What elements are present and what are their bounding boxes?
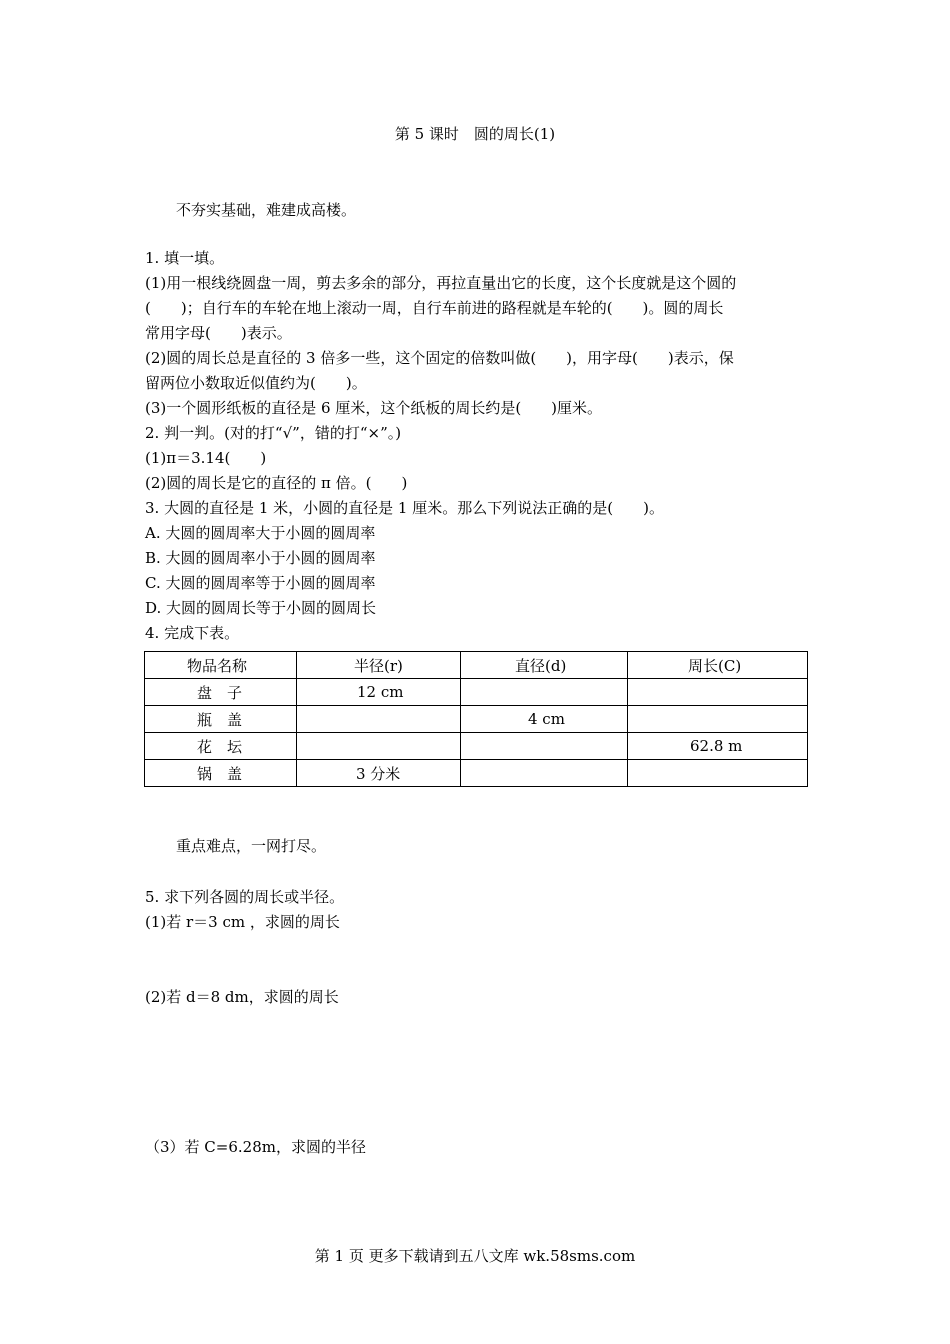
q3-heading: 3. 大圆的直径是 1 米，小圆的直径是 1 厘米。那么下列说法正确的是( )。 bbox=[145, 499, 664, 517]
q5-p1: (1)若 r＝3 cm ，求圆的周长 bbox=[145, 913, 340, 931]
q2-p1: (1)π＝3.14( ) bbox=[145, 449, 267, 467]
q3-option-d: D. 大圆的圆周长等于小圆的圆周长 bbox=[145, 599, 377, 617]
table-cell bbox=[461, 733, 628, 760]
q3-option-a: A. 大圆的圆周率大于小圆的圆周率 bbox=[145, 524, 376, 542]
table-cell: 3 分米 bbox=[297, 760, 461, 787]
table-header-cell: 物品名称 bbox=[145, 652, 297, 679]
table-cell: 锅 盖 bbox=[145, 760, 297, 787]
table-cell bbox=[461, 679, 628, 706]
q5-p2: (2)若 d＝8 dm，求圆的周长 bbox=[145, 988, 339, 1006]
table-cell bbox=[628, 706, 808, 733]
table-header-cell: 直径(d) bbox=[461, 652, 628, 679]
table-cell: 4 cm bbox=[461, 706, 628, 733]
q5-p3: （3）若 C=6.28m，求圆的半径 bbox=[145, 1138, 366, 1156]
table-row bbox=[145, 706, 808, 733]
table-header-cell: 半径(r) bbox=[297, 652, 461, 679]
q1-p1-line1: (1)用一根线绕圆盘一周，剪去多余的部分，再拉直量出它的长度，这个长度就是这个圆的 bbox=[145, 274, 737, 292]
q3-option-c: C. 大圆的圆周率等于小圆的圆周率 bbox=[145, 574, 376, 592]
table-cell: 12 cm bbox=[297, 679, 461, 706]
table-cell: 62.8 m bbox=[628, 733, 808, 760]
q3-option-b: B. 大圆的圆周率小于小圆的圆周率 bbox=[145, 549, 376, 567]
table-header-cell: 周长(C) bbox=[628, 652, 808, 679]
q1-heading: 1. 填一填。 bbox=[145, 249, 225, 267]
table-cell: 瓶 盖 bbox=[145, 706, 297, 733]
q4-heading: 4. 完成下表。 bbox=[145, 624, 240, 642]
q1-p3: (3)一个圆形纸板的直径是 6 厘米，这个纸板的周长约是( )厘米。 bbox=[145, 399, 603, 417]
table-cell bbox=[297, 733, 461, 760]
q1-p2-line1: (2)圆的周长总是直径的 3 倍多一些，这个固定的倍数叫做( )，用字母( )表示，保 bbox=[145, 349, 734, 367]
table-cell: 盘 子 bbox=[145, 679, 297, 706]
q1-p2-line2: 留两位小数取近似值约为( )。 bbox=[145, 374, 367, 392]
q1-p1-line2: ( )；自行车的车轮在地上滚动一周，自行车前进的路程就是车轮的( )。圆的周长 bbox=[145, 299, 724, 317]
table-cell bbox=[297, 706, 461, 733]
table-cell bbox=[628, 679, 808, 706]
page-title: 第 5 课时 圆的周长(1) bbox=[394, 125, 556, 143]
table-row bbox=[145, 760, 808, 787]
table-header-row bbox=[145, 652, 808, 679]
table-cell bbox=[628, 760, 808, 787]
table-row bbox=[145, 679, 808, 706]
motto-foundation: 不夯实基础，难建成高楼。 bbox=[176, 201, 357, 219]
q1-p1-line3: 常用字母( )表示。 bbox=[145, 324, 292, 342]
motto-key-points: 重点难点，一网打尽。 bbox=[176, 837, 327, 855]
page-footer: 第 1 页 更多下载请到五八文库 wk.58sms.com bbox=[314, 1247, 636, 1265]
q2-p2: (2)圆的周长是它的直径的 π 倍。( ) bbox=[145, 474, 408, 492]
table-row bbox=[145, 733, 808, 760]
table-cell bbox=[461, 760, 628, 787]
q2-heading: 2. 判一判。(对的打“√”，错的打“×”。) bbox=[145, 424, 402, 442]
circle-table bbox=[144, 651, 808, 787]
q5-heading: 5. 求下列各圆的周长或半径。 bbox=[145, 888, 345, 906]
table-cell: 花 坛 bbox=[145, 733, 297, 760]
